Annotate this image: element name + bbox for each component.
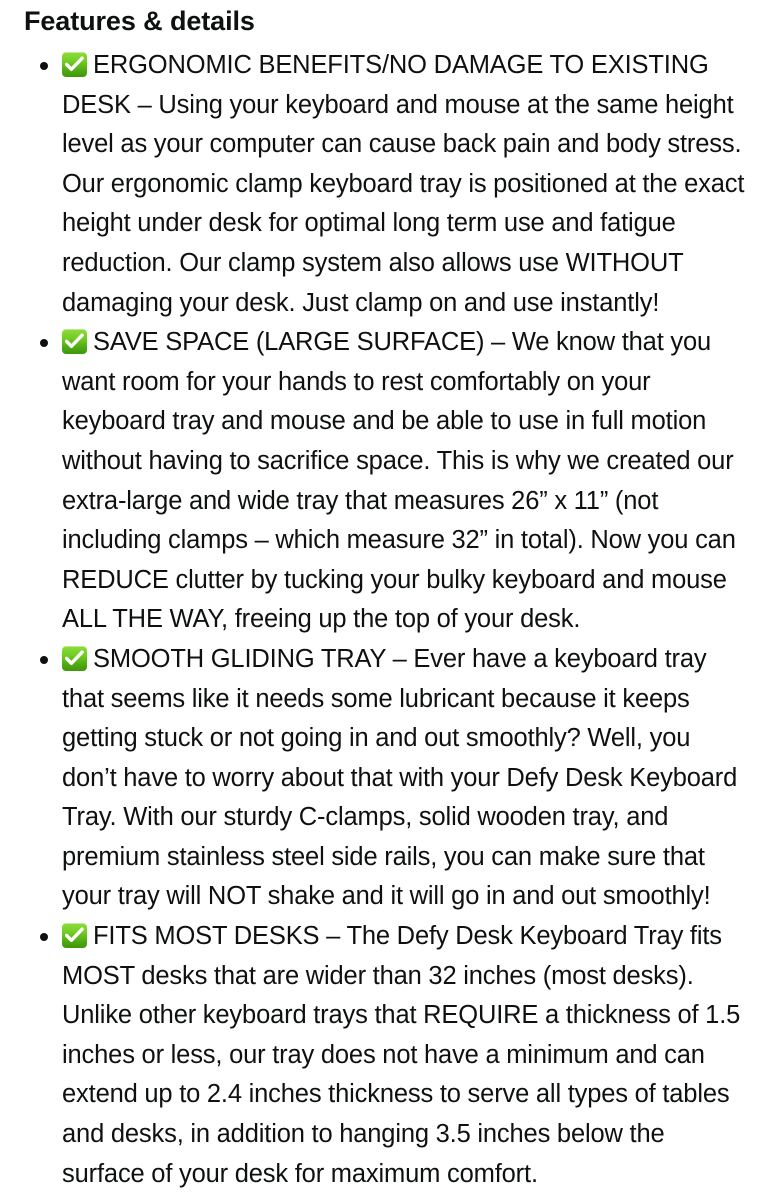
page-title: Features & details (24, 6, 255, 36)
list-item (0, 917, 775, 1194)
white-check-mark-emoji-icon (62, 646, 87, 671)
bullet-point-icon (40, 62, 48, 70)
list-item (0, 640, 775, 917)
white-check-mark-emoji-icon (62, 329, 87, 354)
bullet-point-icon (40, 656, 48, 664)
feature-text: ERGONOMIC BENEFITS/NO DAMAGE TO EXISTING DESK – Using your keyboard and mouse at the same height level as your computer can cause back pain and body stress. Our ergonomic clamp keyboard tray is positioned at the exact height under desk for optimal long term use and fatigue reduction. Our clamp system also allows use WITHOUT damaging your desk. Just clamp on and use instantly! (62, 51, 745, 317)
list-item (0, 323, 775, 640)
white-check-mark-emoji-icon (62, 923, 87, 948)
feature-text: FITS MOST DESKS – The Defy Desk Keyboard Tray fits MOST desks that are wider than 32 inches (most desks). Unlike other keyboard trays that REQUIRE a thickness of 1.5 inches or less, our tray does not have a minimum and can extend up to 2.4 inches thickness to serve all types of tables and desks, in addition to hanging 3.5 inches below the surface of your desk for maximum comfort. (62, 922, 741, 1188)
white-check-mark-emoji-icon (62, 52, 87, 77)
feature-text: SAVE SPACE (LARGE SURFACE) – We know that you want room for your hands to rest comfortably on your keyboard tray and mouse and be able to use in full motion without having to sacrifice space. This is why we created our extra-large and wide tray that measures 26” x 11” (not including clamps – which measure 32” in total). Now you can REDUCE clutter by tucking your bulky keyboard and mouse ALL THE WAY, freeing up the top of your desk. (62, 328, 736, 634)
bullet-point-icon (40, 339, 48, 347)
feature-bullet-list (0, 46, 775, 1194)
list-item (0, 46, 775, 323)
feature-text: SMOOTH GLIDING TRAY – Ever have a keyboard tray that seems like it needs some lubricant because it keeps getting stuck or not going in and out smoothly? Well, you don’t have to worry about that with your Defy Desk Keyboard Tray. With our sturdy C-clamps, solid wooden tray, and premium stainless steel side rails, you can make sure that your tray will NOT shake and it will go in and out smoothly! (62, 644, 738, 911)
bullet-point-icon (40, 933, 48, 941)
